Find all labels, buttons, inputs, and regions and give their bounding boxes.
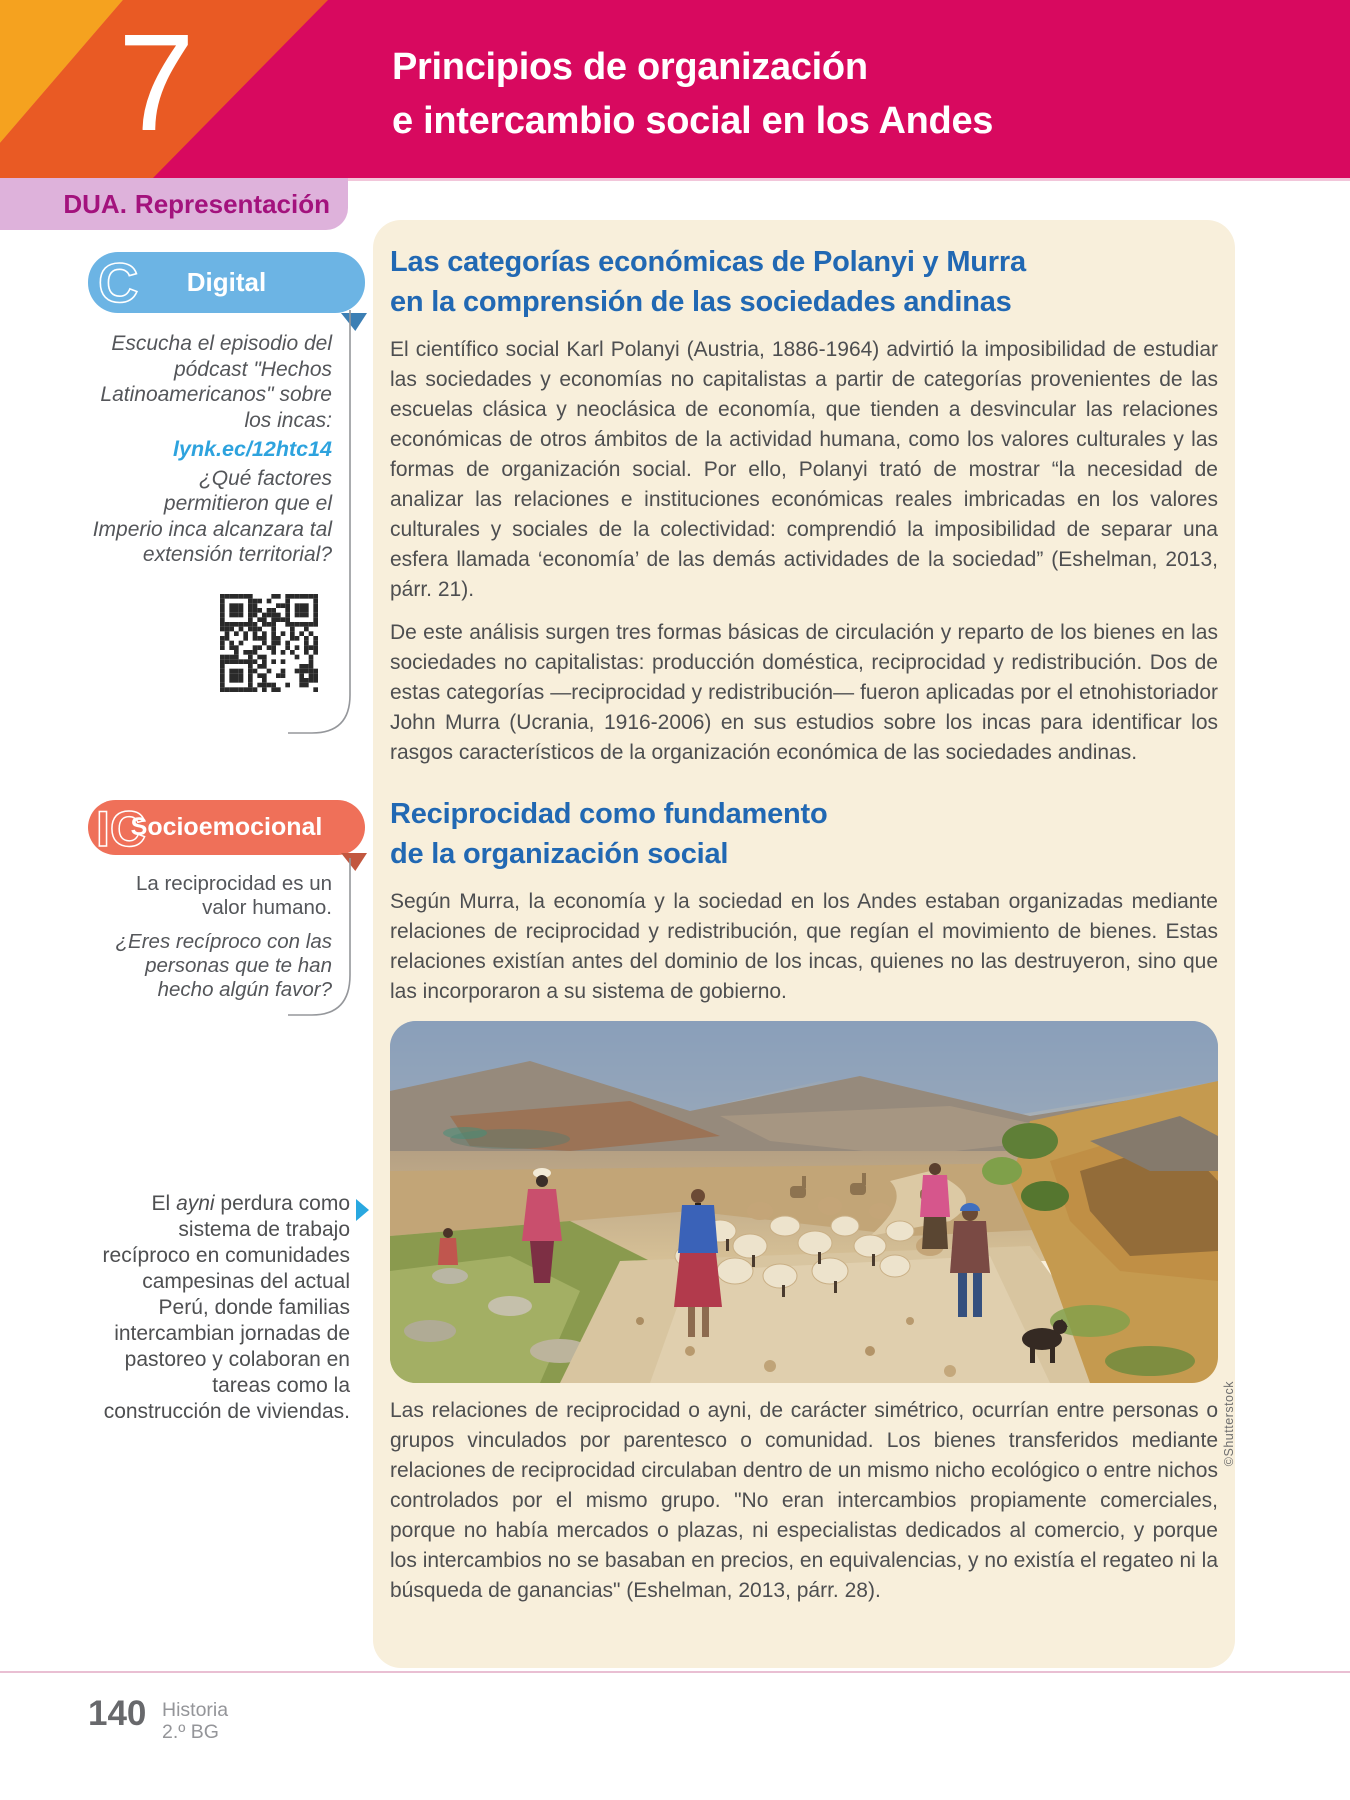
photo-note-prefix: El [151,1192,177,1215]
section2-heading-line2: de la organización social [390,838,729,870]
socioemocional-tab-label: Socioemocional [130,813,323,841]
section2-paragraph2: Las relaciones de reciprocidad o ayni, de carácter simétrico, ocurrían entre personas o grupos vinculados por parentesco o comunidad. Los bienes transferidos mediante relaciones de reciprocidad circulaban dentro de un mismo nicho ecológico o entre nichos controlados por el mismo grupo. "No eran intercambios propiamente comerciales, porque no había mercados o plazas, ni especialistas dedicados al comercio, y porque los intercambios no se basaban en precios, en equivalencias, y no existía el regateo ni la búsqueda de ganancias" (Eshelman, 2013, párr. 28). [390,1399,1218,1602]
main-content-panel [373,220,1235,1668]
digital-tab [88,252,365,313]
photo-note-italic: ayni [176,1192,215,1215]
chapter-number: 7 [118,6,195,160]
andes-herding-photo [390,1021,1218,1383]
photo-credit: ©Shutterstock [1222,1381,1236,1467]
photo-illustration [390,1021,1218,1383]
footer-grade: 2.º BG [162,1720,219,1743]
section1-paragraph2: De este análisis surgen tres formas básicas de circulación y reparto de los bienes en las sociedades no capitalistas: producción doméstica, reciprocidad y redistribución. Dos de estas categorías —reciprocidad y redistribución— fueron aplicadas por el etnohistoriador John Murra (Ucrania, 1916-2006) en sus estudios sobre los incas para identificar los rasgos característicos de la organización económica de las sociedades andinas. [390,621,1218,764]
section1-heading-line1: Las categorías económicas de Polanyi y Murra [390,246,1026,278]
person-far [920,1163,950,1249]
socioemocional-statement: La reciprocidad es un valor humano. [135,872,332,919]
footer-label [162,1700,228,1743]
page-number: 140 [88,1694,147,1733]
photo-note-suffix: perdura como sistema de trabajo recíproco en comunidades campesinas del actual Perú, donde familias intercambian jornadas de pastoreo y colaboran en tareas como la construcción de viviendas. [102,1192,350,1423]
section1-heading-line2: en la comprensión de las sociedades andinas [390,286,1012,318]
photo-note [95,1191,350,1425]
digital-tab-label: Digital [186,267,267,297]
page-title-line1: Principios de organización [392,46,868,88]
digital-intro: Escucha el episodio del pódcast "Hechos Latinoamericanos" sobre los incas: [100,332,332,432]
arrow-right-icon [356,1199,369,1221]
svg-text:C: C [98,252,139,313]
c-logo-icon [92,252,162,313]
footer-hairline [0,1671,1350,1673]
socioemocional-tab-fold [341,853,367,871]
footer-subject: Historia [162,1699,229,1721]
dua-text: Representación [134,188,330,219]
digital-box-text [90,331,332,568]
section2-heading [390,794,1218,874]
socioemocional-box-text [90,872,332,1002]
svg-text:IC: IC [96,801,146,855]
digital-question: ¿Qué factores permitieron que el Imperio inca alcanzara tal extensión territorial? [92,466,332,566]
ic-logo-icon [92,800,178,855]
podcast-link[interactable]: lynk.ec/12htc14 [173,437,332,461]
photo-figure [390,1021,1236,1467]
page-title [392,40,993,148]
page-title-line2: e intercambio social en los Andes [392,100,994,142]
dua-label: DUA. [63,188,127,219]
section1-heading [390,242,1218,322]
digital-tab-fold [341,313,367,331]
section2-heading-line1: Reciprocidad como fundamento [390,798,828,830]
dua-band [0,178,348,230]
socioemocional-question: ¿Eres recíproco con las personas que te han hecho algún favor? [115,930,332,1001]
socioemocional-tab [88,800,365,855]
section1-paragraph1: El científico social Karl Polanyi (Austria, 1886-1964) advirtió la imposibilidad de estudiar las sociedades y economías no capitalistas a partir de categorías provenientes de las escuelas clásica y neoclásica de economía, que tienden a desvincular las relaciones económicas de otros ámbitos de la actividad humana, como los valores culturales y las formas de organización social. Por ello, Polanyi trató de mostrar “la necesidad de analizar las relaciones e instituciones económicas reales imbricadas en los valores culturales y sociales de la colectividad: comprendió la imposibilidad de separar una esfera llamada ‘economía’ de las demás actividades de la sociedad” (Eshelman, 2013, párr. 21). [390,338,1218,601]
qr-code [220,594,318,692]
section2-paragraph1: Según Murra, la economía y la sociedad en los Andes estaban organizadas mediante relaciones de reciprocidad y redistribución, que regían el movimiento de bienes. Estas relaciones existían antes del dominio de los incas, quienes no las destruyeron, sino que las incorporaron a su sistema de gobierno. [390,890,1218,1003]
